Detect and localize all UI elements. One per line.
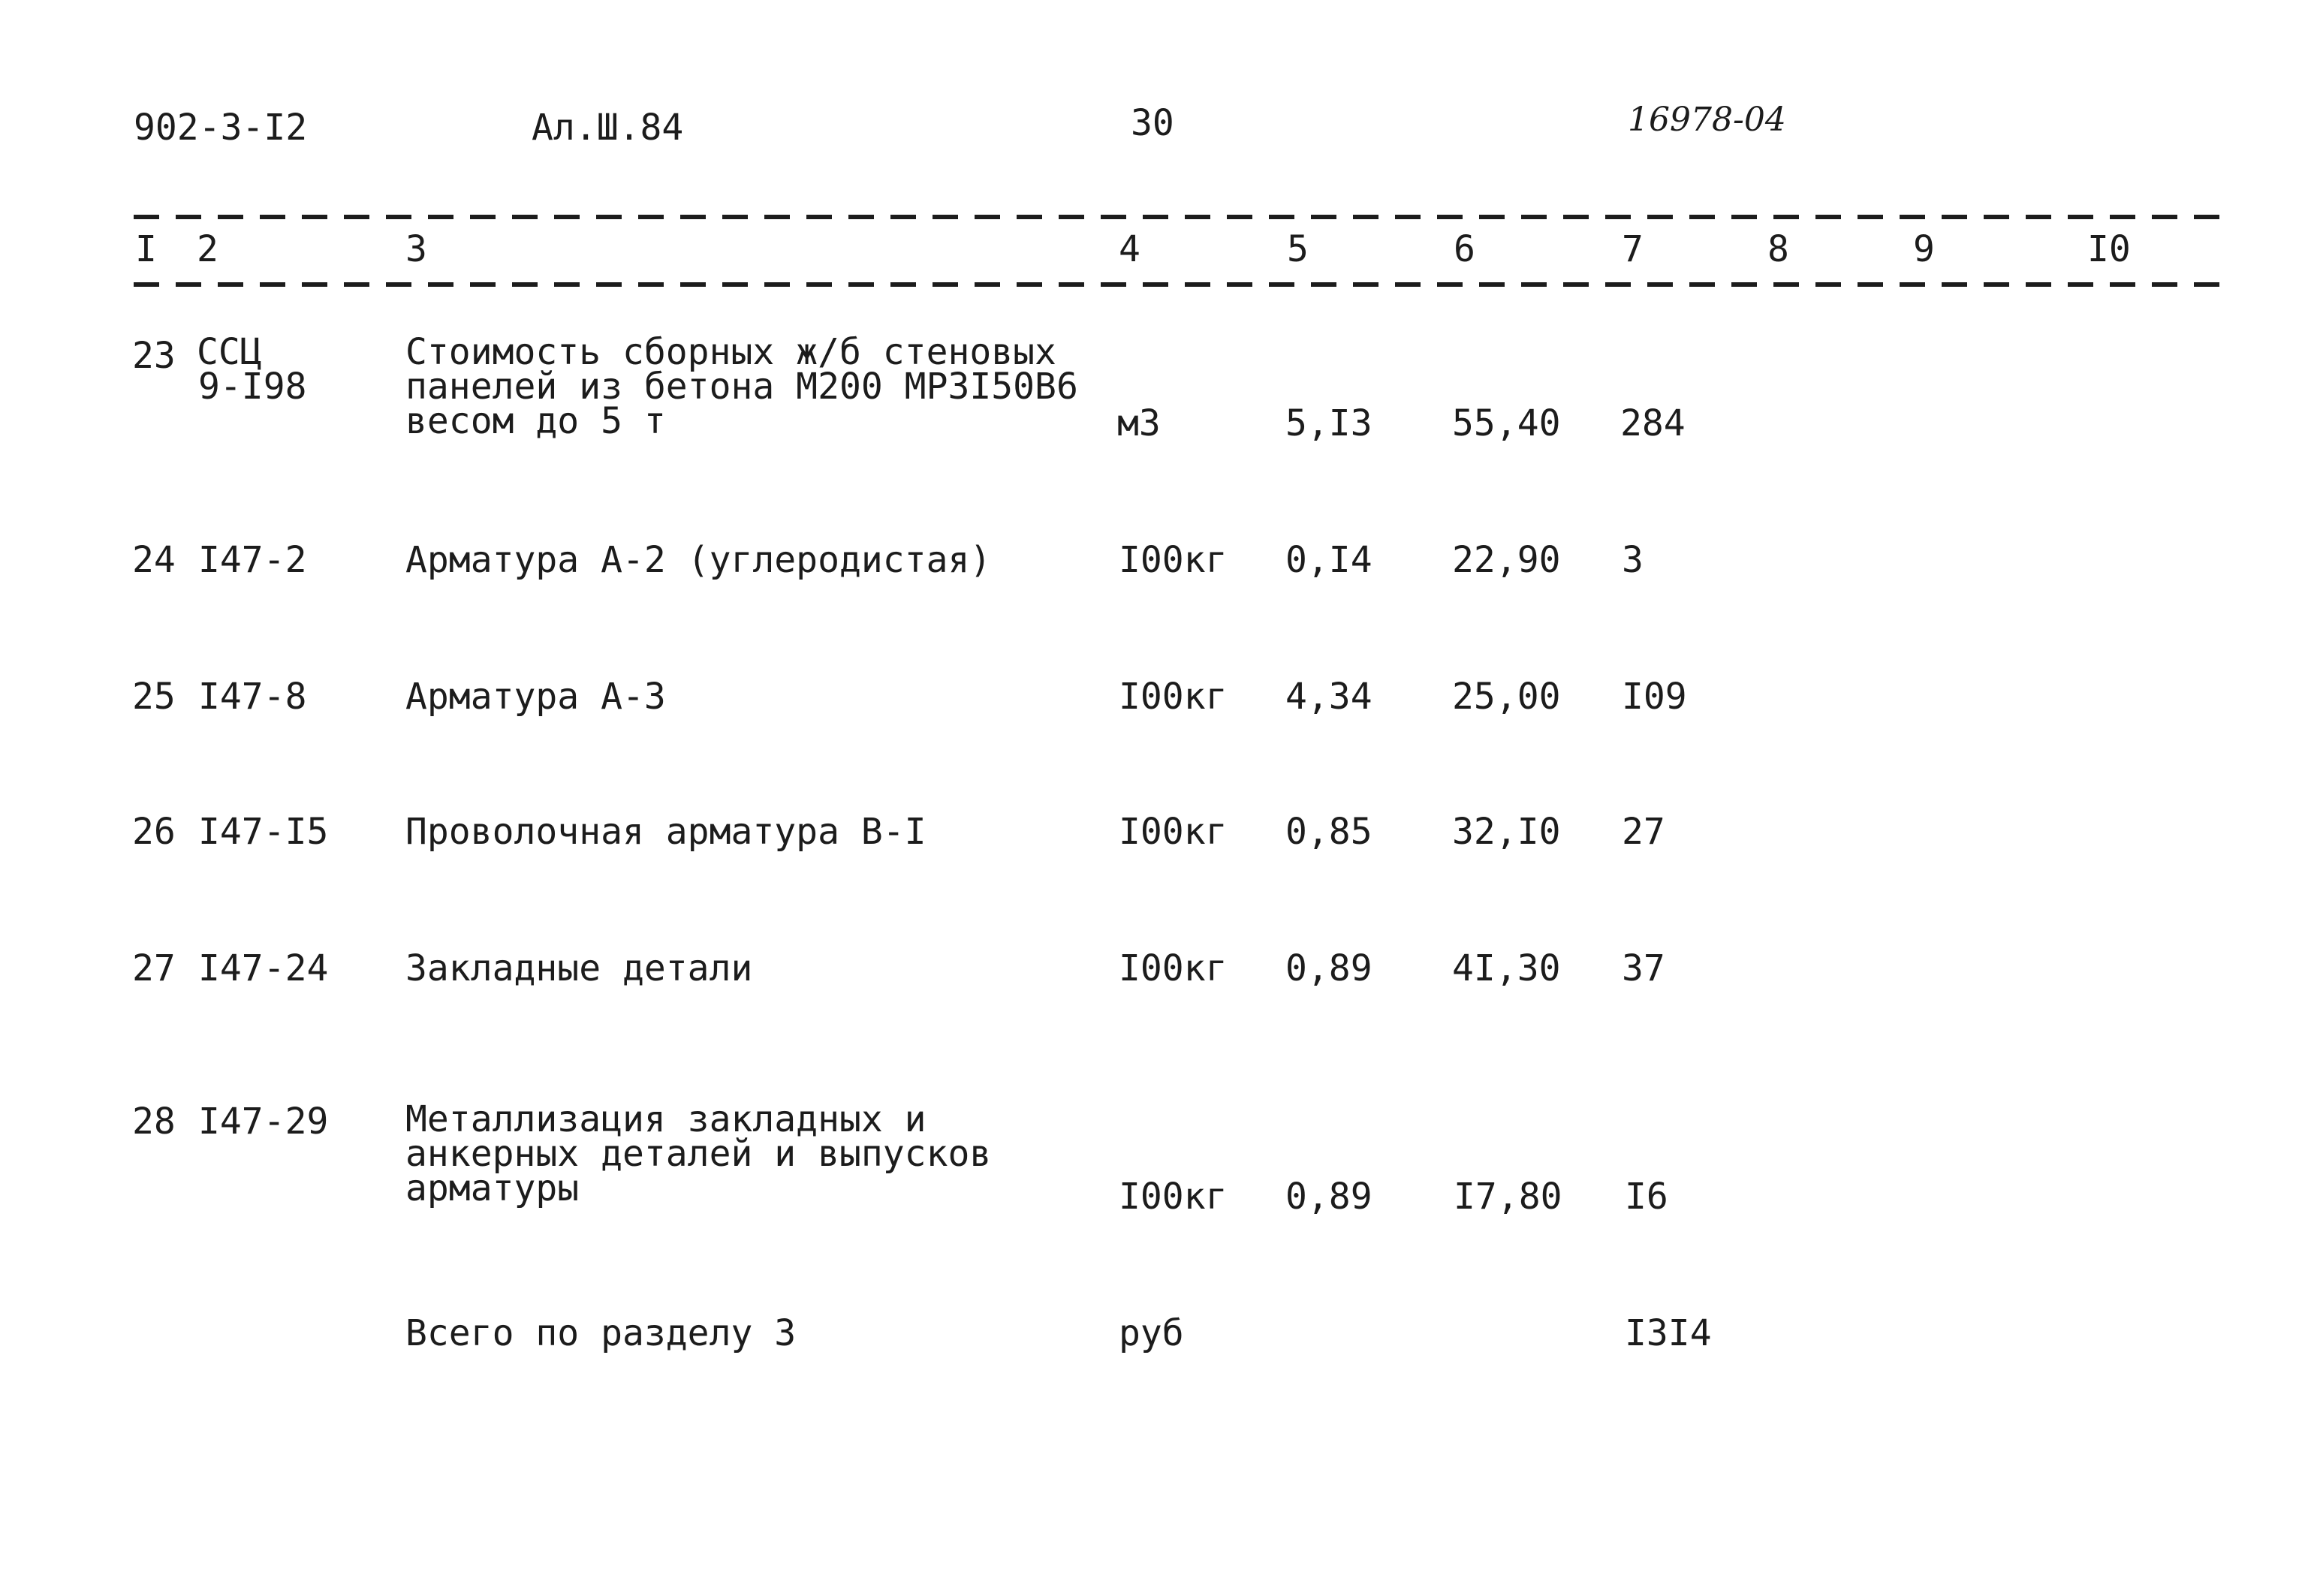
document-code: 902-3-I2 <box>134 107 308 149</box>
row-price: I7,80 <box>1454 1176 1562 1218</box>
col-header-2: 2 <box>197 228 218 270</box>
row-quantity: 0,85 <box>1285 811 1372 853</box>
row-description: Арматура А-3 <box>405 676 666 718</box>
row-code: I47-24 <box>198 947 329 989</box>
row-price: 22,90 <box>1452 539 1561 581</box>
row-number: 28 <box>132 1101 176 1143</box>
col-header-10: I0 <box>2087 228 2131 270</box>
row-quantity: 0,89 <box>1285 1176 1372 1218</box>
row-price: 32,I0 <box>1452 811 1561 853</box>
col-header-5: 5 <box>1287 228 1309 270</box>
col-header-4: 4 <box>1119 228 1140 270</box>
row-description: Арматура А-2 (углеродистая) <box>405 539 992 581</box>
section-total-value: I3I4 <box>1625 1312 1712 1354</box>
col-header-8: 8 <box>1767 228 1789 270</box>
row-total: 27 <box>1622 811 1665 853</box>
row-quantity: 5,I3 <box>1285 402 1372 444</box>
row-description: Проволочная арматура В-I <box>405 811 927 853</box>
header-bottom-dashed-rule <box>134 282 2228 287</box>
row-code: I47-29 <box>198 1101 329 1143</box>
row-number: 24 <box>132 539 176 581</box>
row-code: I47-2 <box>198 539 307 581</box>
row-number: 26 <box>132 811 176 853</box>
row-number: 23 <box>132 335 176 377</box>
row-quantity: 4,34 <box>1285 676 1372 718</box>
row-quantity: 0,I4 <box>1285 539 1372 581</box>
row-unit: I00кг <box>1119 539 1228 581</box>
row-total: 3 <box>1622 539 1644 581</box>
row-total: I6 <box>1625 1176 1668 1218</box>
row-description: Закладные детали <box>405 947 753 989</box>
row-code: I47-8 <box>198 676 307 718</box>
row-code: I47-I5 <box>198 811 329 853</box>
section-total-unit: руб <box>1119 1312 1184 1354</box>
top-dashed-rule <box>134 215 2228 219</box>
row-unit: I00кг <box>1119 811 1228 853</box>
col-header-3: 3 <box>405 228 427 270</box>
row-unit: I00кг <box>1119 1176 1228 1218</box>
row-description: Стоимость сборных ж/б стеновых панелей из бетона М200 МРЗI50В6 весом до 5 т <box>405 331 1078 442</box>
row-price: 25,00 <box>1452 676 1561 718</box>
row-code: ССЦ 9-I98 <box>197 331 307 408</box>
row-total: 37 <box>1622 947 1665 989</box>
row-unit: I00кг <box>1119 676 1228 718</box>
row-number: 27 <box>132 947 176 989</box>
row-price: 4I,30 <box>1452 947 1561 989</box>
section-total-label: Всего по разделу 3 <box>405 1312 797 1354</box>
row-description: Металлизация закладных и анкерных деталей и выпусков арматуры <box>405 1098 992 1209</box>
col-header-9: 9 <box>1913 228 1935 270</box>
album-reference: Ал.Ш.84 <box>532 107 684 149</box>
col-header-7: 7 <box>1622 228 1644 270</box>
page-number: 30 <box>1131 102 1174 144</box>
row-number: 25 <box>132 676 176 718</box>
col-header-6: 6 <box>1454 228 1475 270</box>
row-total: 284 <box>1620 402 1686 444</box>
row-unit: м3 <box>1117 402 1161 444</box>
row-price: 55,40 <box>1452 402 1561 444</box>
row-quantity: 0,89 <box>1285 947 1372 989</box>
col-header-1: I <box>135 228 157 270</box>
row-unit: I00кг <box>1119 947 1228 989</box>
stamp-number: 16978-04 <box>1628 101 1786 139</box>
row-total: I09 <box>1622 676 1687 718</box>
